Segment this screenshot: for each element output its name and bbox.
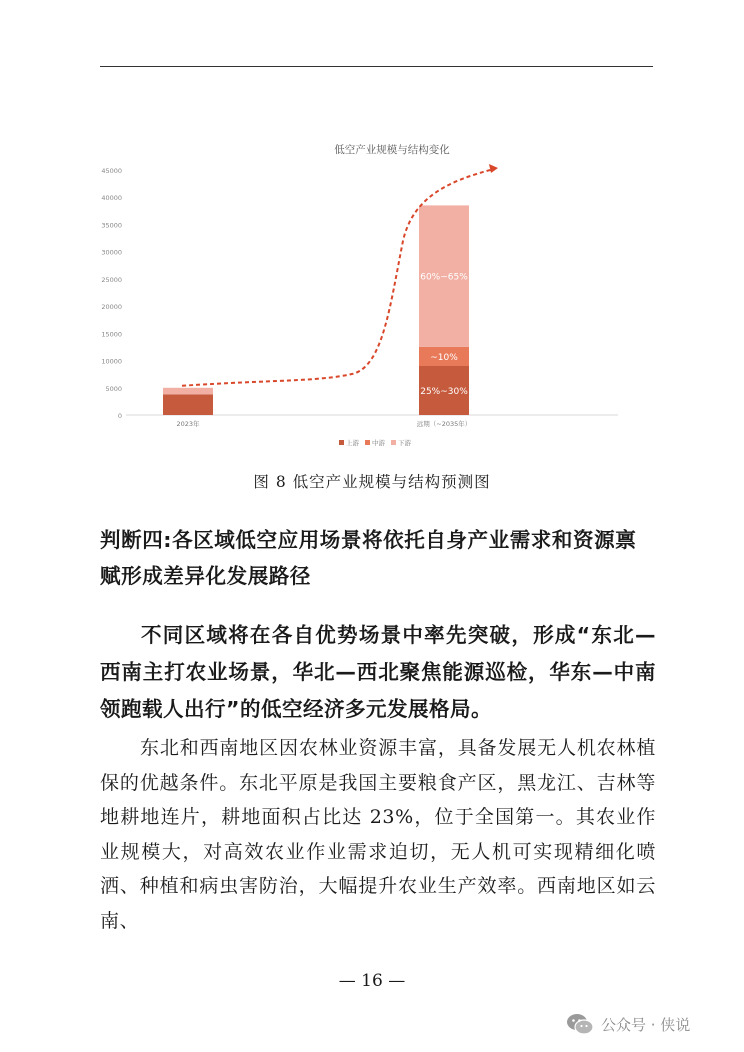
legend-label-下游: 下游 <box>398 439 411 447</box>
key-finding-paragraph: 不同区域将在各自优势场景中率先突破，形成“东北—西南主打农业场景，华北—西北聚焦能源巡检，华东—中南领跑载人出行”的低空经济多元发展格局。 <box>100 623 656 721</box>
figure-caption: 图 8 低空产业规模与结构预测图 <box>253 473 491 491</box>
legend-swatch-上游 <box>339 440 344 445</box>
x-tick-label: 2023年 <box>176 420 200 428</box>
page-number: — 16 — <box>338 971 406 991</box>
legend-label-中游: 中游 <box>372 439 385 447</box>
y-tick-label: 20000 <box>101 303 122 312</box>
y-tick-label: 40000 <box>101 194 122 203</box>
section-heading: 判断四:各区域低空应用场景将依托自身产业需求和资源禀赋形成差异化发展路径 <box>100 528 637 588</box>
y-tick-label: 0 <box>117 412 122 420</box>
y-tick-label: 5000 <box>105 384 122 393</box>
y-tick-label: 25000 <box>101 275 122 284</box>
y-tick-label: 10000 <box>101 357 122 366</box>
y-tick-label: 35000 <box>101 221 122 230</box>
bar-segment-上游 <box>163 394 213 415</box>
legend-swatch-下游 <box>391 440 396 445</box>
y-tick-label: 30000 <box>101 248 122 257</box>
segment-label: 60%~65% <box>420 272 468 283</box>
watermark <box>566 1011 690 1037</box>
legend-swatch-中游 <box>365 440 370 445</box>
chart-title: 低空产业规模与结构变化 <box>334 144 450 156</box>
legend-label-上游: 上游 <box>346 439 359 447</box>
body-paragraph: 东北和西南地区因农林业资源丰富，具备发展无人机农林植保的优越条件。东北平原是我国主要粮食产区，黑龙江、吉林等地耕地连片，耕地面积占比达 23%，位于全国第一。其农业作业规模大，对高效农业作业需求迫切，无人机可实现精细化喷洒、种植和病虫害防治，大幅提升农业生产效率。西南地区如云南、 <box>100 737 656 932</box>
y-tick-label: 45000 <box>101 167 122 175</box>
segment-label: 25%~30% <box>420 387 468 397</box>
chart-canvas <box>98 135 658 453</box>
bar-segment-下游 <box>163 388 213 395</box>
x-tick-label: 远期（~2035年） <box>416 420 472 428</box>
industry-scale-chart <box>98 135 658 453</box>
watermark-text: 公众号 · 侠说 <box>601 1015 691 1034</box>
y-tick-label: 15000 <box>101 330 122 339</box>
trend-arrow-head <box>489 164 498 173</box>
segment-label: ~10% <box>430 352 458 363</box>
wechat-icon <box>566 1013 594 1035</box>
header-rule <box>100 66 653 67</box>
